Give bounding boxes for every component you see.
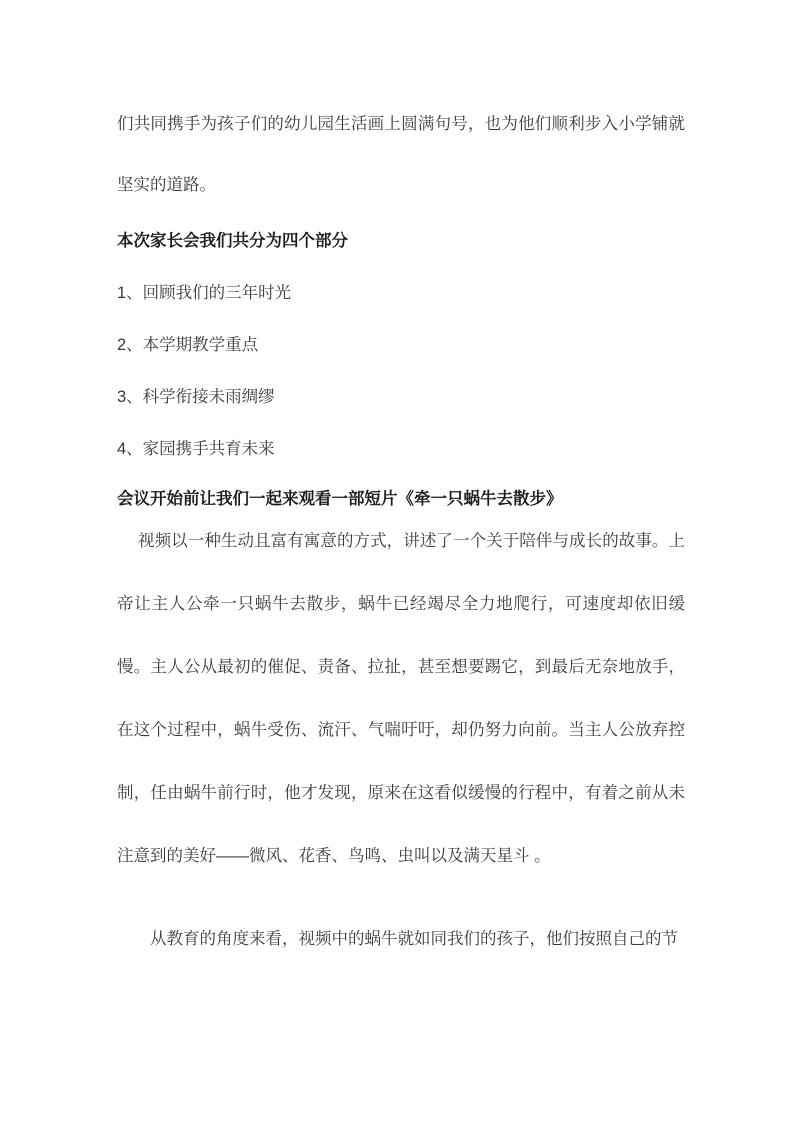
agenda-item-teaching-focus: 2、本学期教学重点 <box>117 336 259 354</box>
video-section-heading: 会议开始前让我们一起来观看一部短片《牵一只蜗牛去散步》 <box>117 490 563 508</box>
agenda-item-review: 1、回顾我们的三年时光 <box>117 284 292 302</box>
video-summary-paragraph: 视频以一种生动且富有寓意的方式，讲述了一个关于陪伴与成长的故事。上帝让主人公牵一只蜗牛去散步，蜗牛已经竭尽全力地爬行，可速度却依旧缓慢。主人公从最初的催促、责备、拉扯，甚至想要踢它，到最后无奈地放手，在这个过程中，蜗牛受伤、流汗、气喘吁吁，却仍努力向前。当主人公放弃控制，任由蜗牛前行时，他才发现，原来在这看似缓慢的行程中，有着之前从未注意到的美好——微风、花香、鸟鸣、虫叫以及满天星斗 。 <box>117 532 685 865</box>
agenda-item-home-school-cooperation: 4、家园携手共育未来 <box>117 440 275 458</box>
paragraph-continuation: 们共同携手为孩子们的幼儿园生活画上圆满句号，也为他们顺利步入小学铺就坚实的道路。 <box>117 115 685 194</box>
agenda-item-transition-preparation: 3、科学衔接未雨绸缪 <box>117 388 275 406</box>
agenda-section-heading: 本次家长会我们共分为四个部分 <box>117 232 348 250</box>
education-perspective-paragraph: 从教育的角度来看，视频中的蜗牛就如同我们的孩子，他们按照自己的节 <box>150 930 678 948</box>
agenda-list <box>117 268 685 474</box>
